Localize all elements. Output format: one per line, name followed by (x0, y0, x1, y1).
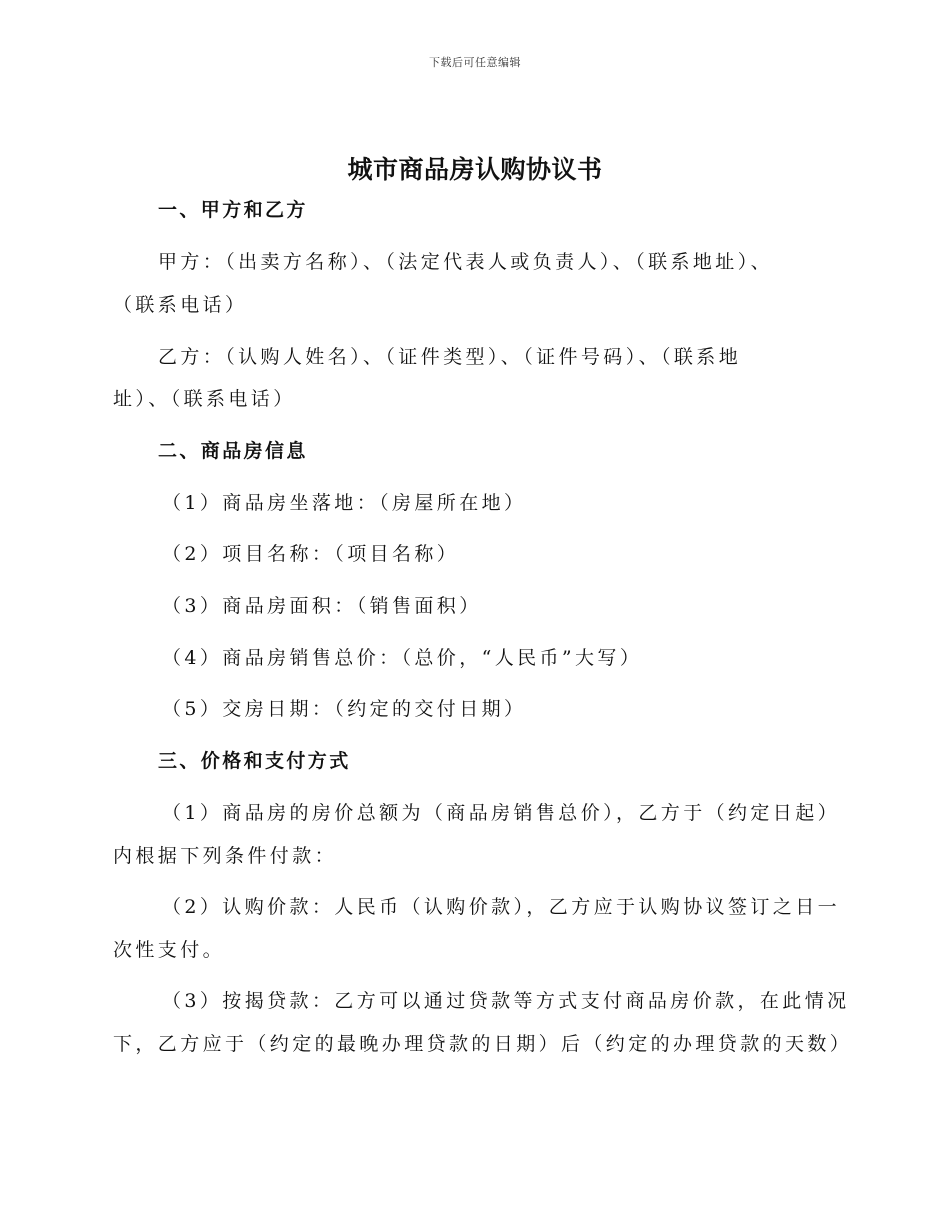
property-info-item: （4）商品房销售总价：（总价，“人民币”大写） (162, 647, 643, 669)
payment-paragraph-3-line-1: （3）按揭贷款：乙方可以通过贷款等方式支付商品房价款，在此情况 (162, 990, 850, 1012)
party-b-line-1: 乙方：（认购人姓名）、（证件类型）、（证件号码）、（联系地 (158, 346, 742, 368)
page-header-note: 下载后可任意编辑 (429, 56, 521, 69)
payment-paragraph-2-line-1: （2）认购价款：人民币（认购价款），乙方应于认购协议签订之日一 (162, 896, 840, 918)
section-heading-property-info: 二、商品房信息 (158, 440, 308, 462)
section-heading-parties: 一、甲方和乙方 (158, 199, 308, 221)
property-info-item: （1）商品房坐落地：（房屋所在地） (162, 492, 527, 514)
party-a-line-1: 甲方：（出卖方名称）、（法定代表人或负责人）、（联系地址）、 (158, 251, 774, 273)
property-info-item: （5）交房日期：（约定的交付日期） (162, 698, 527, 720)
document-title: 城市商品房认购协议书 (347, 155, 603, 184)
party-a-line-2: （联系电话） (113, 294, 248, 316)
payment-paragraph-1-line-1: （1）商品房的房价总额为（商品房销售总价），乙方于（约定日起） (162, 802, 840, 824)
section-heading-price-payment: 三、价格和支付方式 (158, 750, 351, 772)
property-info-item: （2）项目名称：（项目名称） (162, 543, 460, 565)
payment-paragraph-2-line-2: 次性支付。 (113, 939, 226, 961)
payment-paragraph-1-line-2: 内根据下列条件付款： (113, 845, 338, 867)
payment-paragraph-3-line-2: 下，乙方应于（约定的最晚办理贷款的日期）后（约定的办理贷款的天数） (113, 1033, 853, 1055)
party-b-line-2: 址）、（联系电话） (113, 388, 296, 410)
property-info-item: （3）商品房面积：（销售面积） (162, 595, 482, 617)
